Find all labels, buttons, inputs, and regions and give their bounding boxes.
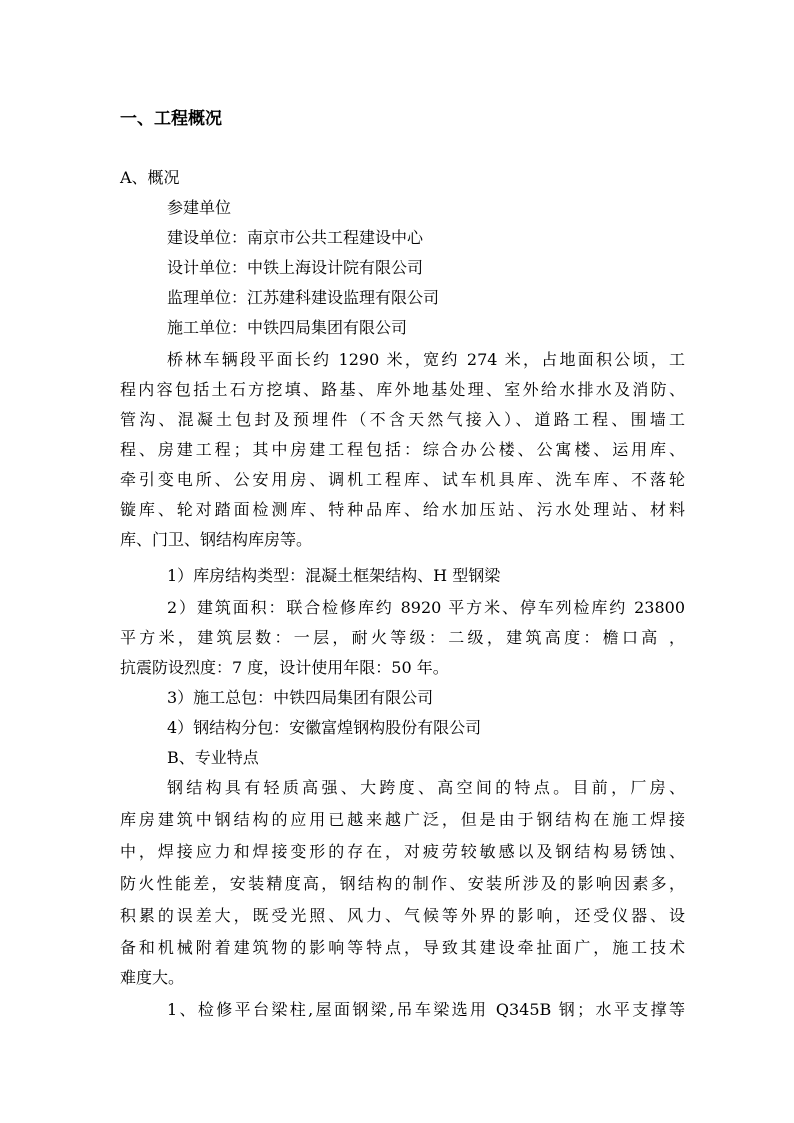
overview-line: 程内容包括土石方挖填、路基、库外地基处理、室外给水排水及消防、 xyxy=(120,380,685,399)
overview-line: 牵引变电所、公安用房、调机工程库、试车机具库、洗车库、不落轮 xyxy=(120,470,685,489)
features-line: 钢结构具有轻质高强、大跨度、高空间的特点。目前，厂房、 xyxy=(167,778,685,797)
item-2-line: 平方米，建筑层数：一层，耐火等级：二级，建筑高度：檐口高 ， xyxy=(120,628,685,647)
overview-line: 管沟、混凝土包封及预埋件（不含天然气接入）、道路工程、围墙工 xyxy=(120,410,685,429)
features-line: 中，焊接应力和焊接变形的存在，对疲劳较敏感以及钢结构易锈蚀、 xyxy=(120,842,685,861)
item-4: 4）钢结构分包：安徽富煌钢构股份有限公司 xyxy=(167,718,482,737)
section-title: 一、工程概况 xyxy=(120,109,222,129)
subsection-b-heading: B、专业特点 xyxy=(167,748,259,767)
designer-line: 设计单位：中铁上海设计院有限公司 xyxy=(167,258,424,277)
overview-line: 桥林车辆段平面长约 1290 米，宽约 274 米，占地面积公顷，工 xyxy=(167,350,685,369)
features-line: 难度大。 xyxy=(120,968,185,987)
owner-line: 建设单位：南京市公共工程建设中心 xyxy=(167,228,424,247)
point-1: 1、检修平台梁柱,屋面钢梁,吊车梁选用 Q345B 钢；水平支撑等 xyxy=(167,1000,685,1019)
supervisor-line: 监理单位：江苏建科建设监理有限公司 xyxy=(167,288,440,307)
overview-line: 程、房建工程；其中房建工程包括：综合办公楼、公寓楼、运用库、 xyxy=(120,440,685,459)
item-2-line: 2）建筑面积：联合检修库约 8920 平方米、停车列检库约 23800 xyxy=(167,598,685,617)
item-2-line: 抗震防设烈度：7 度，设计使用年限：50 年。 xyxy=(120,658,449,677)
item-1: 1）库房结构类型：混凝土框架结构、H 型钢梁 xyxy=(167,566,501,585)
features-line: 备和机械附着建筑物的影响等特点，导致其建设牵扯面广，施工技术 xyxy=(120,938,685,957)
features-line: 防火性能差，安装精度高，钢结构的制作、安装所涉及的影响因素多， xyxy=(120,874,685,893)
overview-line: 库、门卫、钢结构库房等。 xyxy=(120,530,313,549)
features-line: 库房建筑中钢结构的应用已越来越广泛，但是由于钢结构在施工焊接 xyxy=(120,810,685,829)
subsection-a-heading: A、概况 xyxy=(120,168,180,187)
features-line: 积累的误差大，既受光照、风力、气候等外界的影响，还受仪器、设 xyxy=(120,906,685,925)
item-3: 3）施工总包：中铁四局集团有限公司 xyxy=(167,688,434,707)
overview-line: 镟库、轮对踏面检测库、特种品库、给水加压站、污水处理站、材料 xyxy=(120,500,685,519)
participants-heading: 参建单位 xyxy=(167,198,232,217)
contractor-line: 施工单位：中铁四局集团有限公司 xyxy=(167,318,408,337)
